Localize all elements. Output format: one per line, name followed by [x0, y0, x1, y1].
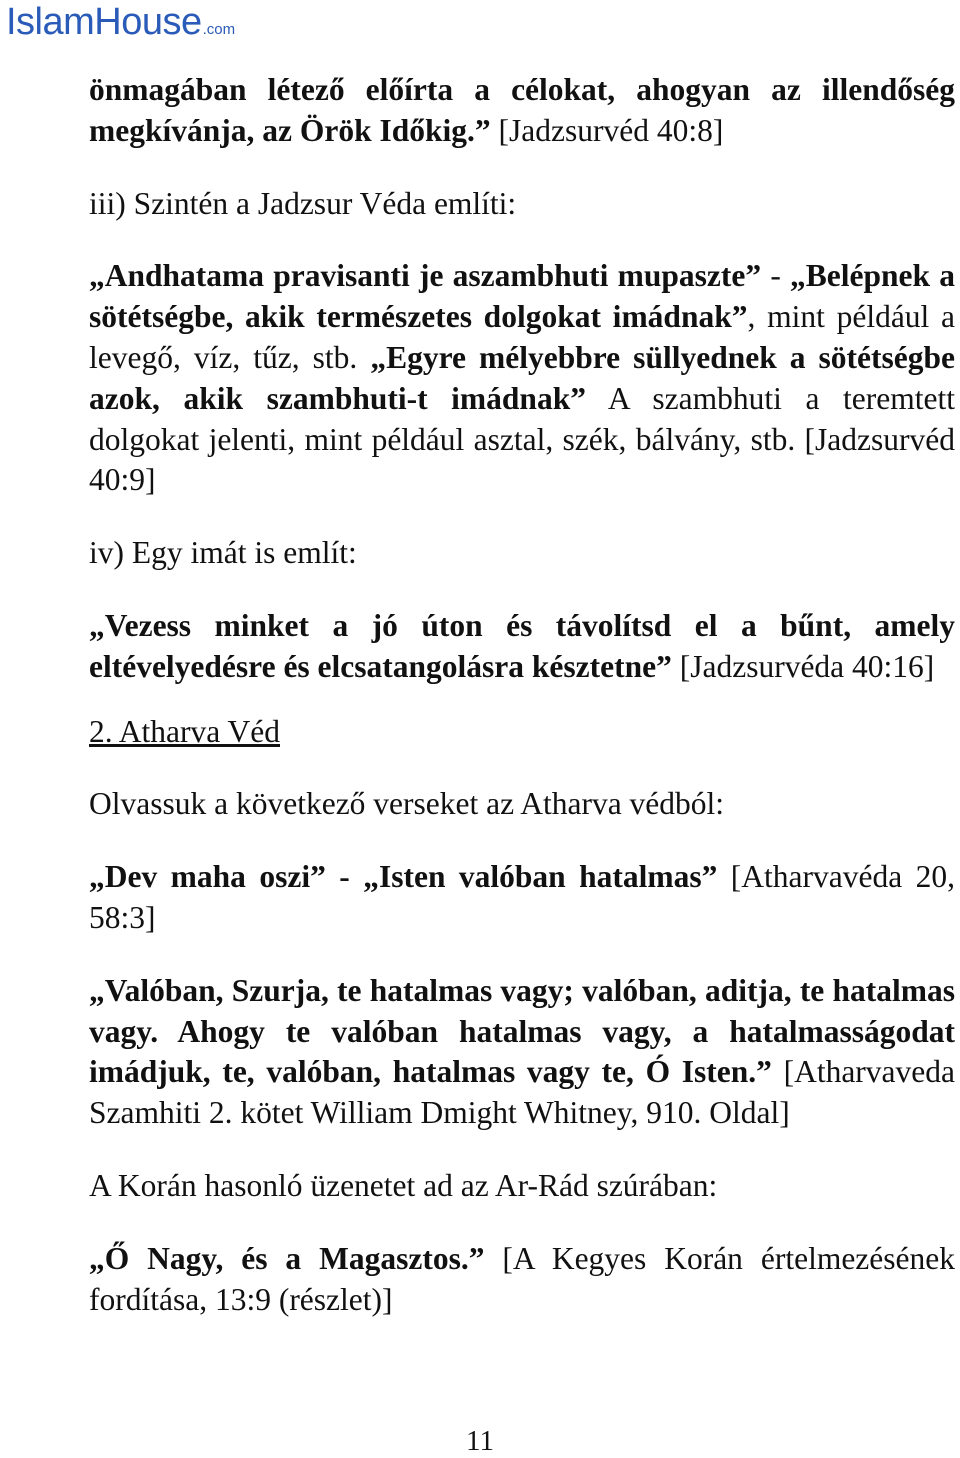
- paragraph-1: [89, 70, 955, 152]
- paragraph-4: [89, 533, 955, 574]
- intro-text: A Korán hasonló üzenetet ad az Ar-Rád szúrában:: [89, 1167, 718, 1203]
- quote-bold: „Egyre mélyebbre süllyednek a sötétségbe azok, akik szambhuti-t imádnak”: [89, 339, 955, 416]
- intro-text: iv) Egy imát is említ:: [89, 535, 357, 571]
- page-number: 11: [466, 1425, 494, 1457]
- quote-bold: „Dev maha oszi”: [89, 859, 326, 895]
- intro-text: iii) Szintén a Jadzsur Véda említi:: [89, 185, 517, 221]
- section-heading-text: 2. Atharva Véd: [89, 713, 280, 749]
- islamhouse-logo[interactable]: [6, 2, 235, 42]
- plain-text: A szambhuti a teremtett dolgokat jelenti, mint például asztal, szék, bálvány, stb. [Jadzsurvéd 40:9]: [89, 380, 955, 498]
- quote-bold: „Andhatama pravisanti je aszambhuti mupaszte”: [89, 258, 762, 294]
- quote-bold: - „Isten valóban hatalmas”: [339, 859, 718, 895]
- quote-bold: „Vezess minket a jó úton és távolítsd el a bűnt, amely eltévelyedésre és elcsatangolásra késztetne”: [89, 607, 955, 684]
- citation: [Jadzsurvéd 40:8]: [490, 112, 724, 148]
- document-body: [89, 70, 955, 1320]
- citation: [Atharvaveda Szamhiti 2. kötet William Dmight Whitney, 910. Oldal]: [89, 1054, 955, 1131]
- quote-bold: „Belépnek a sötétségbe, akik természetes dolgokat imádnak”: [89, 258, 955, 335]
- citation: [A Kegyes Korán értelmezésének fordítása, 13:9 (részlet)]: [89, 1240, 955, 1317]
- quote-bold: önmagában létező előírta a célokat, ahogyan az illendőség megkívánja, az Örök Időkig.”: [89, 72, 955, 148]
- paragraph-8: [89, 857, 955, 939]
- citation: [Atharvavéda 20, 58:3]: [89, 859, 956, 935]
- plain-text: -: [761, 258, 791, 294]
- quote-bold: „Ő Nagy, és a Magasztos.”: [89, 1240, 485, 1276]
- plain-text: , mint például a levegő, víz, tűz, stb.: [89, 299, 956, 375]
- paragraph-7: [89, 784, 955, 825]
- paragraph-9: [89, 971, 955, 1134]
- quote-bold: „Valóban, Szurja, te hatalmas vagy; valóban, aditja, te hatalmas vagy. Ahogy te valóban hatalmas vagy, a hatalmasságodat imádjuk, te, valóban, hatalmas vagy te, Ó Isten.”: [89, 972, 955, 1090]
- paragraph-2: [89, 184, 955, 225]
- plain-text: [326, 859, 339, 894]
- citation: [Jadzsurvéda 40:16]: [671, 648, 935, 684]
- paragraph-10: [89, 1166, 955, 1207]
- paragraph-3: [89, 256, 955, 501]
- intro-text: Olvassuk a következő verseket az Atharva védból:: [89, 786, 725, 822]
- paragraph-11: [89, 1239, 955, 1321]
- paragraph-5: [89, 606, 955, 688]
- logo-domain-suffix: .com: [202, 21, 236, 38]
- logo-wordmark: IslamHouse: [6, 1, 202, 43]
- section-heading: [89, 712, 955, 753]
